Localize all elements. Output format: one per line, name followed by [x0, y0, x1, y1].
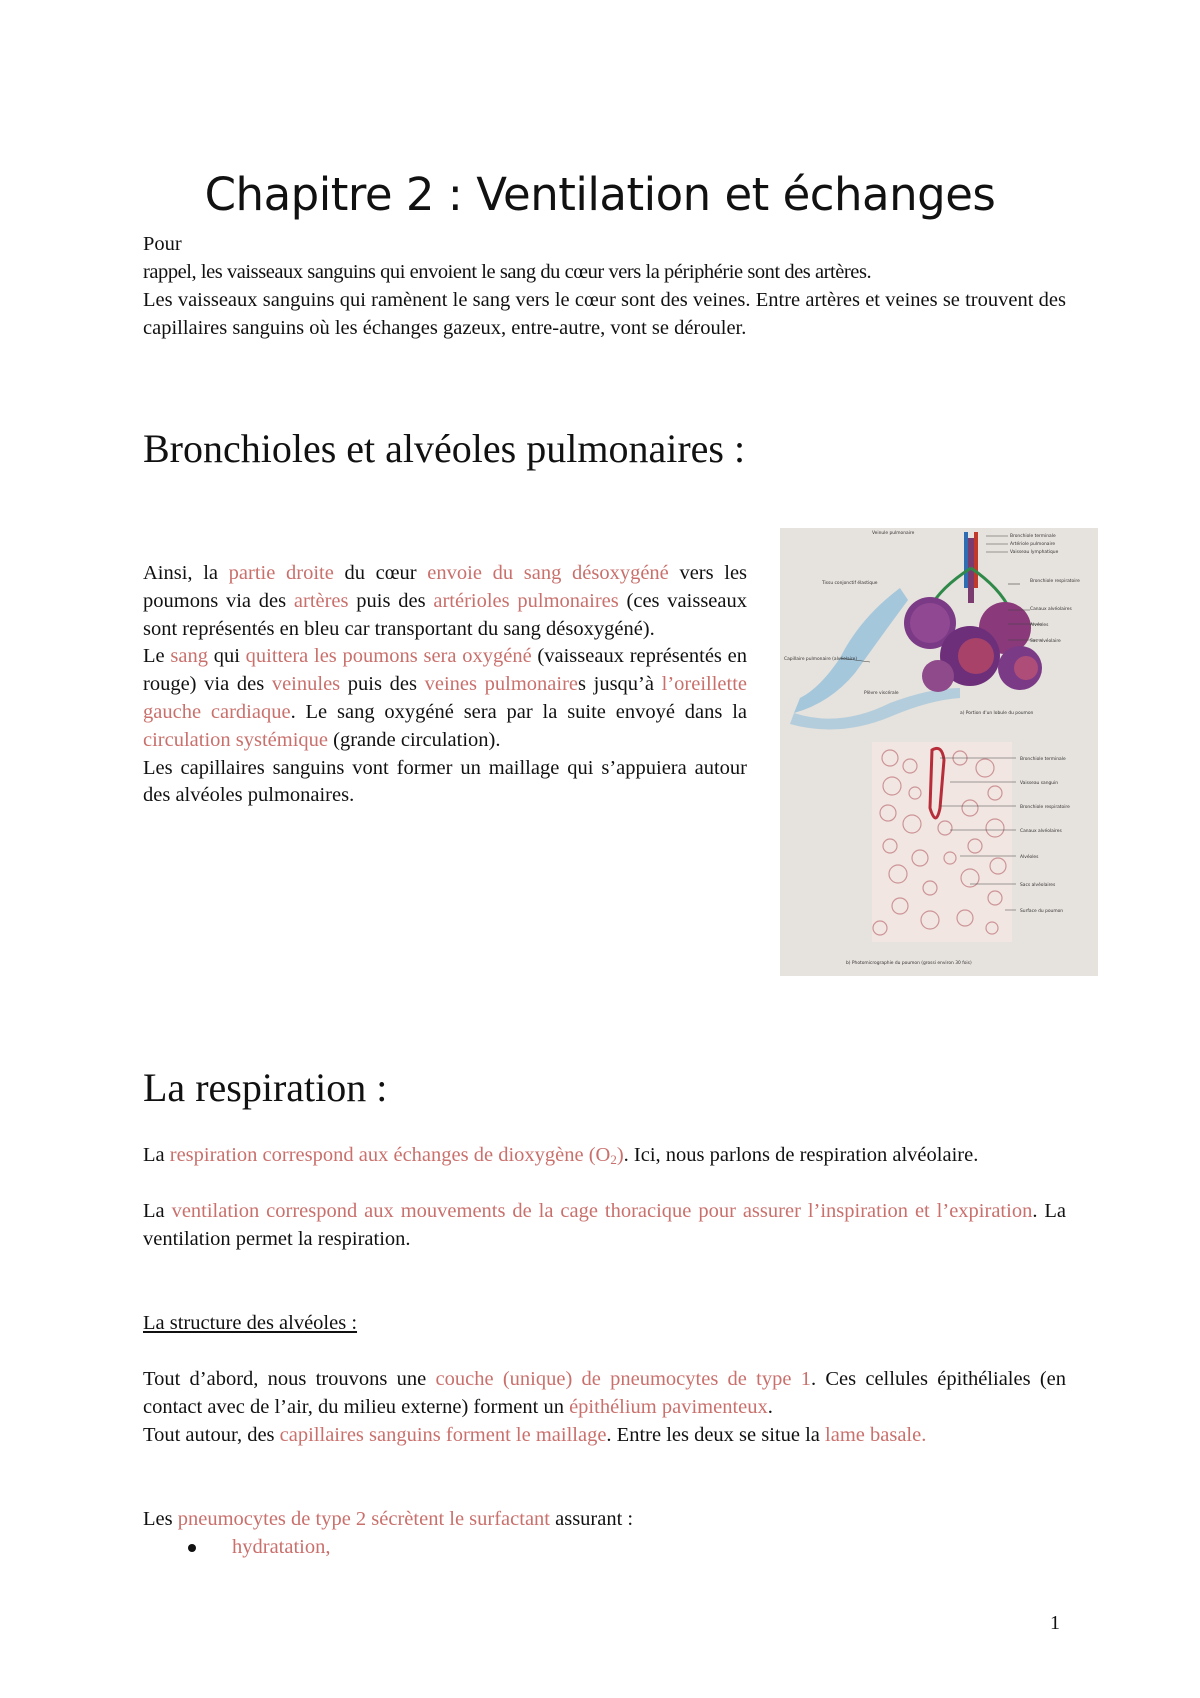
text: Tout d’abord, nous trouvons une — [143, 1368, 436, 1390]
figure-label: Alvéoles — [1020, 855, 1039, 860]
p2-text: (grande circulation). — [328, 728, 501, 751]
text: . Entre les deux se situe la — [606, 1423, 826, 1446]
figure-label: Sac alvéolaire — [1030, 639, 1061, 644]
page-number: 1 — [1050, 1612, 1060, 1634]
section-heading-respiration: La respiration : — [143, 1065, 388, 1110]
highlight — [170, 1144, 624, 1166]
subscript: 2 — [610, 1152, 617, 1167]
highlight: lame basale. — [825, 1423, 927, 1446]
p2-text: (vaisseaux représentés en rouge) via des — [143, 645, 747, 696]
highlight: pneumocytes de type 2 sécrètent le surfactant — [177, 1508, 550, 1530]
intro-line1: rappel, les vaisseaux sanguins qui envoient le sang du cœur vers la périphérie sont des artères. — [143, 261, 872, 283]
p2-highlight: veinules — [271, 673, 341, 696]
p1-text: (ces vaisseaux sont représentés en bleu car transportant du sang désoxygéné). — [143, 589, 748, 640]
subheading-structure: La structure des alvéoles : — [143, 1312, 358, 1334]
intro-first-word: Pour — [143, 233, 182, 255]
figure-label: Tissu conjonctif élastique — [822, 581, 878, 586]
list-item-label: hydratation, — [232, 1536, 331, 1558]
page-title: Chapitre 2 : Ventilation et échanges — [204, 168, 996, 221]
text: . Ici, nous parlons de respiration alvéolaire. — [623, 1144, 979, 1166]
figure-label: Surface du poumon — [1020, 909, 1064, 914]
figure-caption: b) Photomicrographie du poumon (grossi environ 30 fois) — [846, 961, 972, 966]
text: La — [143, 1200, 172, 1222]
p2-highlight: veines pulmonaire — [424, 673, 578, 696]
p2-text: puis des — [340, 673, 425, 696]
text: Tout autour, des — [143, 1423, 280, 1446]
text: assurant : — [550, 1508, 634, 1530]
highlight-part: respiration correspond aux échanges de dioxygène (O — [169, 1144, 611, 1166]
ventilation-paragraph — [143, 1198, 1066, 1254]
figure-label: Bronchiole respiratoire — [1020, 805, 1070, 810]
bronchioles-text — [143, 560, 747, 810]
figure-label: Capillaire pulmonaire (alvéolaire) — [784, 657, 858, 662]
p1-text: du cœur — [333, 562, 428, 584]
structure-paragraph-2 — [143, 1506, 1066, 1534]
figure-label: Alvéoles — [1030, 623, 1049, 628]
p2-text: Le — [143, 645, 171, 668]
lung-figure — [780, 528, 1098, 976]
p1-highlight: envoie du sang désoxygéné — [427, 562, 669, 584]
p1-text: puis des — [348, 589, 434, 612]
p2-highlight: circulation systémique — [143, 728, 329, 751]
figure-label: Canaux alvéolaires — [1020, 829, 1062, 834]
highlight: épithélium pavimenteux — [569, 1395, 768, 1418]
figure-label: Bronchiole respiratoire — [1030, 579, 1080, 584]
text: . — [767, 1395, 773, 1418]
figure-label: Sacs alvéolaires — [1020, 883, 1056, 888]
p1-highlight: artères — [293, 589, 349, 612]
p1-highlight: artérioles pulmonaires — [433, 589, 619, 612]
structure-paragraph-1 — [143, 1366, 1066, 1449]
highlight: couche (unique) de pneumocytes de type 1 — [435, 1368, 811, 1390]
figure-label: Plèvre viscérale — [864, 691, 899, 696]
text: Les — [143, 1508, 178, 1530]
p2-text: qui — [207, 645, 246, 668]
list-item — [188, 1534, 331, 1562]
figure-label: Veinule pulmonaire — [872, 531, 915, 536]
p2-highlight: quittera les poumons sera oxygéné — [245, 645, 532, 668]
highlight: ventilation correspond aux mouvements de la cage thoracique pour assurer l’inspiration et l’expiration — [171, 1200, 1033, 1222]
highlight: capillaires sanguins forment le maillage — [279, 1423, 607, 1446]
respiration-paragraph — [143, 1142, 1066, 1170]
intro-paragraph: Les vaisseaux sanguins qui ramènent le sang vers le cœur sont des veines. Entre artères et veines se trouvent des capillaires sanguins où les échanges gazeux, entre-autre, vont se dérouler. — [143, 289, 1066, 339]
bullet-list — [188, 1534, 331, 1562]
figure-label: Vaisseau sanguin — [1020, 781, 1059, 786]
figure-label: Canaux alvéolaires — [1030, 607, 1072, 612]
p3-text: Les capillaires sanguins vont former un maillage qui s’appuiera autour des alvéoles pulmonaires. — [143, 756, 747, 807]
section-heading-bronchioles: Bronchioles et alvéoles pulmonaires : — [143, 426, 746, 471]
figure-label: Vaisseau lymphatique — [1010, 550, 1059, 555]
lung-illustration — [780, 528, 1098, 976]
bullet-icon — [188, 1544, 196, 1552]
figure-label: Artériole pulmonaire — [1010, 542, 1056, 547]
p1-text: Ainsi, la — [143, 562, 229, 584]
p2-text: s jusqu’à — [578, 673, 662, 696]
p1-text: vers les poumons via des — [143, 562, 748, 612]
figure-label: Bronchiole terminale — [1020, 757, 1066, 762]
figure-caption: a) Portion d'un lobule du poumon — [960, 711, 1034, 716]
text: . La ventilation permet la respiration. — [143, 1200, 1067, 1250]
p2-highlight: sang — [170, 645, 208, 668]
text: . Ces cellules épithéliales (en contact avec de l’air, du milieu externe) forment un — [143, 1368, 1067, 1418]
p2-text: . Le sang oxygéné sera par la suite envoyé dans la — [290, 700, 748, 723]
figure-label: Bronchiole terminale — [1010, 534, 1056, 539]
highlight-part: ) — [616, 1144, 624, 1166]
p2-highlight: l’oreillette gauche cardiaque — [143, 673, 748, 723]
text: La — [143, 1144, 170, 1166]
p1-highlight: partie droite — [228, 562, 334, 584]
